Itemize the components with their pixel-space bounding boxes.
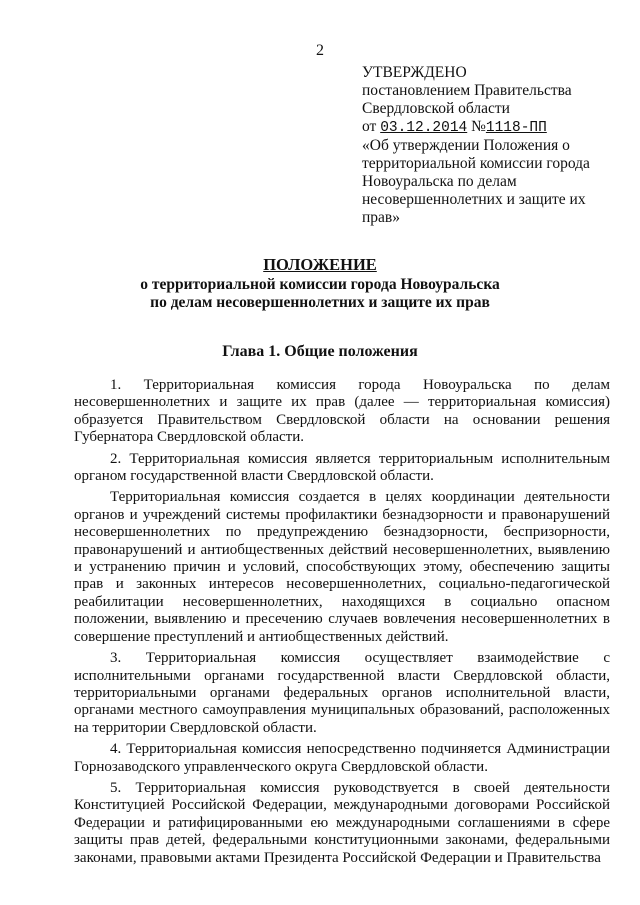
approval-line-2: Свердловской области (362, 100, 510, 117)
date-prefix: от (362, 118, 377, 135)
approval-number: 1118-ПП (485, 120, 547, 136)
paragraph-3: Территориальная комиссия создается в целях координации деятельности органов и учреждений системы профилактики безнадзорности и правонарушений несовершеннолетних по предупреждению безнадзорности, беспризорности, правонарушений и антиобщественных действий несовершеннолетних, выявлению и устранению причин и условий, способствующих этому, обеспечению защиты прав и законных интересов несовершеннолетних, социально-педагогической реабилитации несовершеннолетних, находящихся в социально опасном положении, выявлению и пресечению случаев вовлечения несовершеннолетних в совершение преступлений и антиобщественных действий. (74, 489, 610, 645)
paragraph-4: 3. Территориальная комиссия осуществляет взаимодействие с исполнительными органами государственной власти Свердловской области, территориальными органами федеральных органов исполнительной власти, органами местного самоуправления муниципальных образований, расположенных на территории Свердловской области. (74, 650, 610, 736)
document-title-block (0, 256, 640, 312)
approval-line-1: постановлением Правительства (362, 82, 572, 99)
approval-subject: «Об утверждении Положения о территориальной комиссии города Новоуральска по делам несовершеннолетних и защите их прав» (362, 137, 590, 226)
document-body (74, 377, 610, 871)
document-title: ПОЛОЖЕНИЕ (263, 255, 377, 274)
paragraph-2: 2. Территориальная комиссия является территориальным исполнительным органом государственной власти Свердловской области. (74, 450, 610, 485)
approval-block (362, 64, 620, 227)
paragraph-1: 1. Территориальная комиссия города Новоуральска по делам несовершеннолетних и защите их прав (далее — территориальная комиссия) образуется Правительством Свердловской области на основании решения Губернатора Свердловской области. (74, 377, 610, 446)
approval-stamp: УТВЕРЖДЕНО (362, 64, 467, 81)
chapter-heading: Глава 1. Общие положения (222, 343, 418, 360)
approval-date: 03.12.2014 (380, 120, 468, 136)
approval-doc-reference (362, 118, 620, 137)
number-prefix: № (471, 118, 486, 135)
document-subtitle: о территориальной комиссии города Новоуральска по делам несовершеннолетних и защите их прав (140, 276, 500, 311)
paragraph-5: 4. Территориальная комиссия непосредственно подчиняется Администрации Горнозаводского управленческого округа Свердловской области. (74, 741, 610, 775)
paragraph-6: 5. Территориальная комиссия руководствуется в своей деятельности Конституцией Российской Федерации, международными договорами Российской Федерации и ратифицированными ею международными соглашениями в сфере защиты прав детей, федеральными конституционными законами, федеральными законами, правовыми актами Президента Российской Федерации и Правительства (74, 779, 610, 866)
page-number: 2 (316, 42, 324, 59)
